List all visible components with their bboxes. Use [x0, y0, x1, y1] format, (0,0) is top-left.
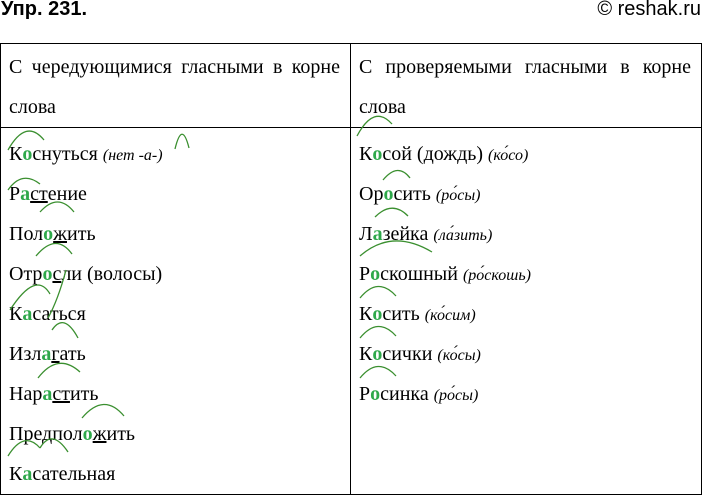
left-word-row: [1, 414, 350, 454]
word-part: Предпол: [9, 423, 83, 445]
word-part: К: [9, 143, 23, 165]
left-column-header: [1, 44, 351, 128]
right-word-row: [351, 254, 701, 294]
word-part: ли (волосы): [61, 263, 163, 285]
table-header-row: [1, 44, 702, 128]
word-part: ить: [69, 383, 99, 405]
highlighted-vowel: о: [372, 343, 383, 365]
word-part: Р: [359, 263, 371, 285]
word: [359, 303, 420, 325]
word: [359, 143, 483, 165]
word-part: К: [359, 303, 373, 325]
word-part: скошный: [380, 263, 458, 285]
underlined-letters: с: [52, 263, 62, 285]
word: [359, 263, 458, 285]
word-part: К: [359, 143, 373, 165]
highlighted-vowel: о: [42, 263, 53, 285]
highlighted-vowel: а: [22, 303, 33, 325]
left-word-row: [1, 454, 350, 494]
highlighted-vowel: о: [370, 383, 381, 405]
right-column-header: [351, 44, 702, 128]
word-part: Пол: [9, 223, 44, 245]
right-word-row: [351, 174, 701, 214]
highlighted-vowel: о: [370, 263, 381, 285]
left-word-row: [1, 374, 350, 414]
highlighted-vowel: о: [372, 143, 383, 165]
word-part: ение: [47, 183, 87, 205]
underlined-letters: ж: [53, 223, 67, 245]
highlighted-vowel: а: [20, 183, 31, 205]
underlined-letters: ст: [52, 383, 70, 405]
right-word-row: [351, 294, 701, 334]
left-word-list: [1, 128, 350, 494]
left-word-row: [1, 134, 350, 174]
highlighted-vowel: а: [41, 343, 52, 365]
word: [359, 223, 428, 245]
word-part: ать: [59, 343, 86, 365]
left-heading: С чередующимися гласными в корне слова: [9, 56, 340, 118]
right-word-row: [351, 134, 701, 174]
underlined-letters: ст: [30, 183, 48, 205]
word: [9, 263, 162, 285]
word-part: К: [9, 303, 23, 325]
word-part: Нар: [9, 383, 43, 405]
check-note: (ро́скошь): [462, 267, 531, 284]
check-note: (ко́сим): [424, 307, 476, 324]
word-part: сить: [393, 183, 431, 205]
left-word-row: [1, 174, 350, 214]
left-word-row: [1, 214, 350, 254]
highlighted-vowel: о: [383, 183, 394, 205]
table-body-row: [1, 128, 702, 495]
highlighted-vowel: о: [82, 423, 93, 445]
right-word-row: [351, 214, 701, 254]
word-part: сички: [382, 343, 433, 365]
word-part: Р: [9, 183, 21, 205]
word-part: К: [9, 463, 23, 485]
word: [9, 423, 135, 445]
exercise-title: Упр. 231.: [1, 0, 88, 20]
word-part: Ор: [359, 183, 384, 205]
word-part: зейка: [382, 223, 429, 245]
word: [359, 343, 432, 365]
word-part: Отр: [9, 263, 43, 285]
exercise-table: [0, 43, 702, 495]
right-column-body: [351, 128, 702, 495]
underlined-letters: ж: [92, 423, 107, 445]
left-word-row: [1, 254, 350, 294]
word-part: ить: [67, 223, 96, 245]
left-column-body: [1, 128, 351, 495]
word: [359, 183, 431, 205]
left-word-row: [1, 294, 350, 334]
right-heading: С проверяемыми гласными в корне слова: [359, 56, 691, 118]
word-part: ить: [106, 423, 136, 445]
word-part: Изл: [9, 343, 42, 365]
word: [9, 383, 99, 405]
word: [9, 223, 96, 245]
highlighted-vowel: а: [42, 383, 53, 405]
right-word-row: [351, 374, 701, 414]
word-part: саться: [32, 303, 86, 325]
check-note: (ко́со): [488, 147, 529, 164]
word-part: Л: [359, 223, 373, 245]
highlighted-vowel: о: [372, 303, 383, 325]
word: [9, 303, 86, 325]
underlined-letters: г: [51, 343, 60, 365]
word-part: сой (дождь): [382, 143, 484, 165]
word-part: сательная: [32, 463, 116, 485]
site-watermark: © reshak.ru: [597, 0, 701, 20]
word-part: сить: [382, 303, 420, 325]
highlighted-vowel: о: [43, 223, 54, 245]
check-note: (ла́зить): [433, 227, 493, 244]
check-note: (ко́сы): [437, 347, 481, 364]
right-word-list: [351, 128, 701, 414]
highlighted-vowel: о: [22, 143, 33, 165]
check-note: (нет -а-): [102, 147, 163, 164]
highlighted-vowel: а: [372, 223, 383, 245]
highlighted-vowel: а: [22, 463, 33, 485]
word: [9, 463, 115, 485]
check-note: (ро́сы): [433, 387, 479, 404]
word-part: Р: [359, 383, 371, 405]
left-word-row: [1, 334, 350, 374]
word-part: снуться: [32, 143, 98, 165]
word-part: К: [359, 343, 373, 365]
check-note: (ро́сы): [435, 187, 481, 204]
word: [9, 183, 87, 205]
word-part: синка: [380, 383, 429, 405]
word: [9, 343, 86, 365]
word: [9, 143, 98, 165]
word: [359, 383, 429, 405]
right-word-row: [351, 334, 701, 374]
